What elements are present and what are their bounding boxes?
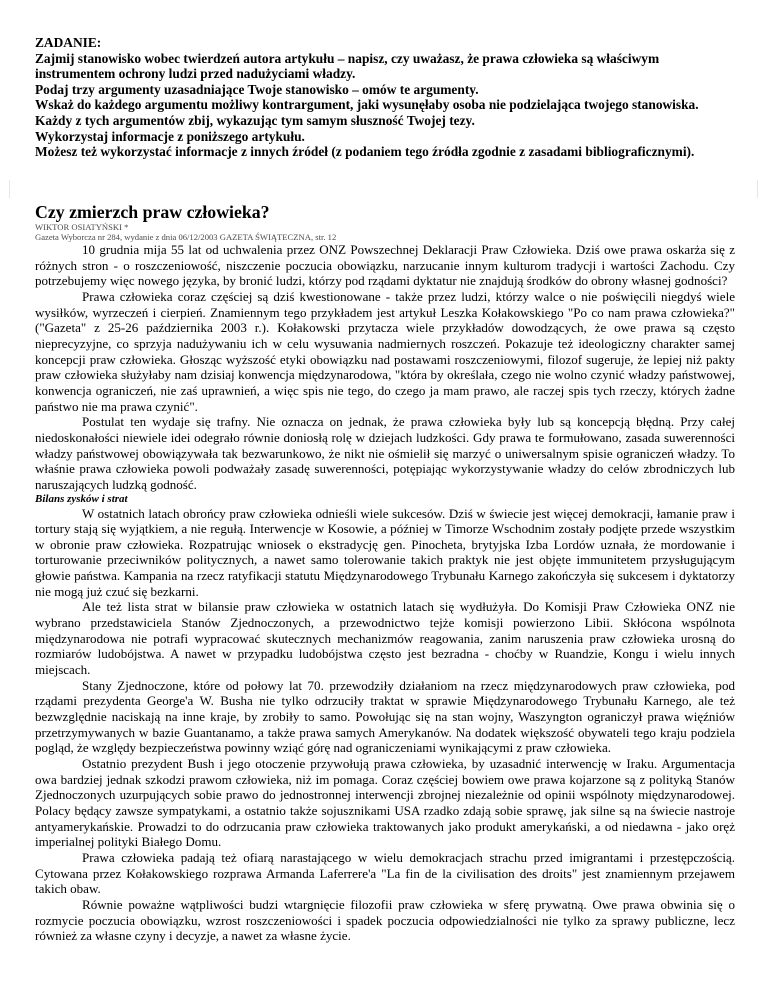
article-paragraph: Prawa człowieka padają też ofiarą narastającego w wielu demokracjach strachu przed imigrantami i przestępczością. Cytowana przez Kołakowskiego rozprawa Armanda Laferrere'a "La fin de la civilisation des droits" jest znamiennym przejawem takich obaw. [35,849,735,897]
article-paragraph: 10 grudnia mija 55 lat od uchwalenia przez ONZ Powszechnej Deklaracji Praw Człowieka. Dziś owe prawa oskarża się z różnych stron - o roszczeniowość, niszczenie poczucia obowiązku, narzucanie innym kulturom tradycji i wartości Zachodu. Czy potrzebujemy więc nowego języka, by bronić ludzi, którzy pod rządami dyktatur nie znajdują środków do obrony własnej godności? [35,242,735,289]
task-line: Wskaż do każdego argumentu możliwy kontrargument, jaki wysunęłaby osoba nie podzielająca twojego stanowiska. [35,97,699,113]
task-line: Możesz też wykorzystać informacje z innych źródeł (z podaniem tego źródła zgodnie z zasadami bibliograficznymi). [35,144,695,160]
article-paragraph: Postulat ten wydaje się trafny. Nie oznacza on jednak, że prawa człowieka były lub są koncepcją błędną. Przy całej niedoskonałości niewiele idei odegrało równie doniosłą rolę w dziejach ludzkości. Gdy prawa te formułowano, zasada suwerenności władzy państwowej obowiązywała tak bezwarunkowo, że nikt nie ośmielił się marzyć o uniwersalnym spisie ograniczeń władzy. To właśnie prawa człowieka powoli podważały zasadę suwerenności, potępiając wykorzystywanie władzy do celów zbrodniczych lub naruszających ludzką godność. [35,414,735,492]
task-line: Zajmij stanowisko wobec twierdzeń autora artykułu – napisz, czy uważasz, że prawa człowieka są właściwym instrumentem ochrony ludzi przed nadużyciami władzy. [35,50,660,82]
task-heading: ZADANIE: [35,35,102,50]
task-line: Wykorzystaj informacje z poniższego artykułu. [35,128,305,144]
task-line: Każdy z tych argumentów zbij, wykazując tym samym słuszność Twojej tezy. [35,112,475,128]
article-body [35,242,735,944]
task-line: Podaj trzy argumenty uzasadniające Twoje stanowisko – omów te argumenty. [35,81,479,97]
task-instructions [35,35,735,160]
page-edge-mark-left [9,180,10,198]
article-paragraph: Ostatnio prezydent Bush i jego otoczenie przywołują prawa człowieka, by uzasadnić interwencję w Iraku. Argumentacja owa bardziej jednak szkodzi prawom człowieka, niż im pomaga. Coraz częściej bowiem owe prawa kojarzone są z polityką Stanów Zjednoczonych uzurpujących sobie prawo do jednostronnej interwencji zbrojnej niezależnie od opinii wspólnoty międzynarodowej. Polacy będący zawsze sympatykami, a ostatnio także sojusznikami USA rzadko zdają sobie sprawę, jak silne są na świecie nastroje antyamerykańskie. Prowadzi to do odrzucania praw człowieka traktowanych jako produkt amerykański, a od niedawna - jako oręż imperialnej polityki Białego Domu. [35,756,735,850]
page-edge-mark-right [757,180,758,198]
article-paragraph: Równie poważne wątpliwości budzi wtargnięcie filozofii praw człowieka w sferę prywatną. Owe prawa obwinia się o rozmycie poczucia obowiązku, wzrost roszczeniowości i spadek poczucia odpowiedzialności nie tylko za sprawy publiczne, lecz również za własne czyny i decyzje, a nawet za własne życie. [35,896,735,944]
article-paragraph: Ale też lista strat w bilansie praw człowieka w ostatnich latach się wydłużyła. Do Komisji Praw Człowieka ONZ nie wybrano przedstawiciela Stanów Zjednoczonych, a przewodnictwo tejże komisji powierzono Libii. Skłócona wspólnota międzynarodowa nie potrafi wypracować skutecznych mechanizmów reagowania, zanim naruszenia praw człowieka urosną do rozmiarów ludobójstwa. A nawet w przypadku ludobójstwa często jest bezradna - choćby w Ruandzie, Kongu i wielu innych miejscach. [35,599,735,678]
section-subheading: Bilans zysków i strat [35,492,128,505]
article-source: Gazeta Wyborcza nr 284, wydanie z dnia 06/12/2003 GAZETA ŚWIĄTECZNA, str. 12 [35,232,337,242]
article-paragraph: Stany Zjednoczone, które od połowy lat 70. przewodziły działaniom na rzecz międzynarodowych praw człowieka, pod rządami prezydenta George'a W. Busha nie tylko odrzuciły traktat w sprawie Międzynarodowego Trybunału Karnego, ale też bezwzględnie naciskają na inne kraje, by zrobiły to samo. Powołując się na stan wojny, Waszyngton ograniczył prawa więźniów przetrzymywanych w bazie Guantanamo, a także prawa samych Amerykanów. Na dodatek większość obywateli tego kraju podziela pogląd, że względy bezpieczeństwa powinny wziąć górę nad ograniczeniami wynikającymi z praw człowieka. [35,677,735,756]
article-title: Czy zmierzch praw człowieka? [35,202,270,222]
article-author: WIKTOR OSIATYŃSKI * [35,222,129,232]
article [35,202,735,944]
article-paragraph: Prawa człowieka coraz częściej są dziś kwestionowane - także przez ludzi, którzy walce o nie poświęcili niegdyś wiele wysiłków, wyrzeczeń i cierpień. Znamiennym tego przykładem jest artykuł Leszka Kołakowskiego "Po co nam prawa człowieka?" ("Gazeta" z 25-26 października 2003 r.). Kołakowski przytacza wiele przykładów dowodzących, że owe prawa są często nieprecyzyjne, co sprzyja nadużywaniu ich w celu wysuwania nadmiernych roszczeń. Pokazuje też ideologiczny charakter samej koncepcji praw człowieka. Głosząc wyższość etyki obowiązku nad postawami roszczeniowymi, filozof sugeruje, że lepiej niż pakty praw człowieka służyłaby nam dzisiaj konwencja międzynarodowa, "która by określała, czego nie wolno czynić władzy państwowej, konwencja ograniczeń, nie zaś uprawnień, a więc spis nie tego, do czego ja mam prawo, ale raczej spis tych rzeczy, których żadne państwo nie ma prawa czynić". [35,288,735,414]
article-paragraph: W ostatnich latach obrońcy praw człowieka odnieśli wiele sukcesów. Dziś w świecie jest więcej demokracji, łamanie praw i tortury stają się wyjątkiem, a nie regułą. Interwencje w Kosowie, a później w Timorze Wschodnim zostały podjęte przede wszystkim w obronie praw człowieka. Rozpatrując wniosek o ekstradycję gen. Pinocheta, brytyjska Izba Lordów uznała, że mordowanie i torturowanie przeciwników politycznych, a nawet samo tolerowanie takich praktyk nie jest objęte immunitetem przysługującym głowie państwa. Kampania na rzecz ratyfikacji statutu Międzynarodowego Trybunału Karnego zakończyła się sukcesem i dyktatorzy nie mogą już czuć się bezkarni. [35,505,735,599]
